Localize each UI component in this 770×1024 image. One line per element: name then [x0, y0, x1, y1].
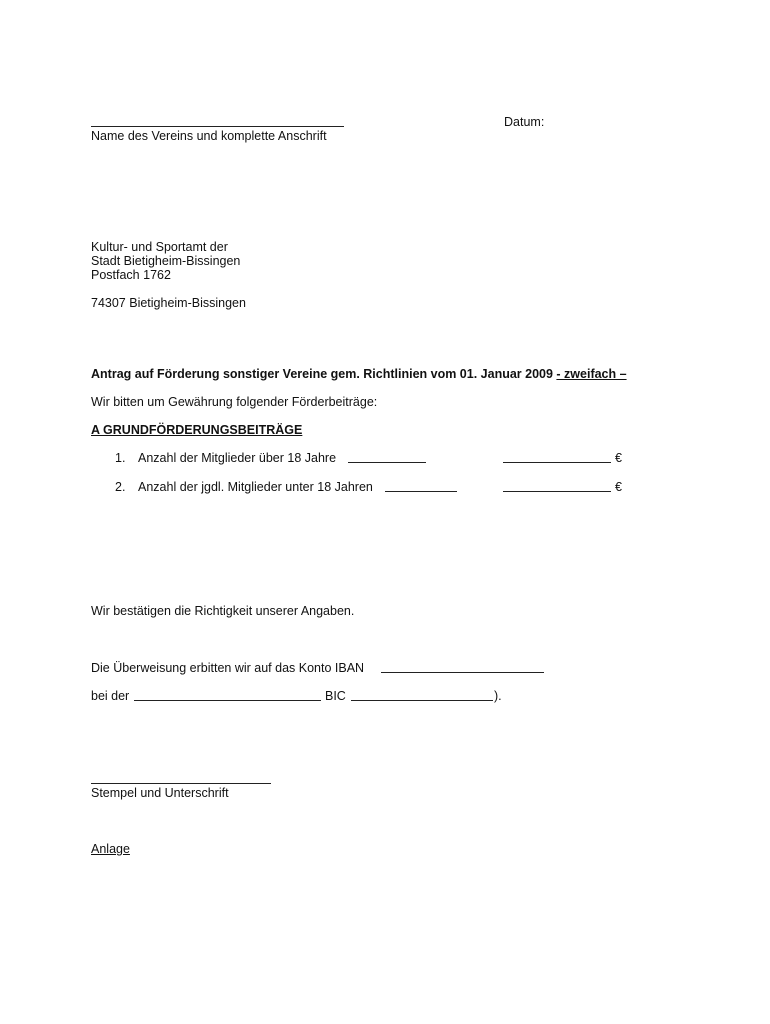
vereins-name-line[interactable]	[91, 126, 344, 127]
recipient-line-1: Kultur- und Sportamt der	[91, 240, 228, 254]
attachment-label: Anlage	[91, 842, 130, 856]
item-2-count-field[interactable]	[385, 491, 457, 492]
intro-text: Wir bitten um Gewährung folgender Förderbeiträge:	[91, 395, 378, 409]
signature-line[interactable]	[91, 783, 271, 784]
item-2-label: Anzahl der jgdl. Mitglieder unter 18 Jahren	[138, 480, 373, 494]
subject-emphasis: - zweifach –	[556, 367, 627, 381]
item-1-amount-field[interactable]	[503, 462, 611, 463]
iban-field[interactable]	[381, 672, 544, 673]
datum-label: Datum:	[504, 115, 545, 129]
signature-label: Stempel und Unterschrift	[91, 786, 229, 800]
item-2-number: 2.	[115, 480, 126, 494]
iban-text: Die Überweisung erbitten wir auf das Konto IBAN	[91, 661, 365, 675]
bic-field[interactable]	[351, 700, 493, 701]
bei-der-label: bei der	[91, 689, 130, 703]
bic-label: BIC	[325, 689, 346, 703]
item-2-currency: €	[615, 480, 622, 494]
recipient-city: 74307 Bietigheim-Bissingen	[91, 296, 246, 310]
item-1-number: 1.	[115, 451, 126, 465]
subject-main: Antrag auf Förderung sonstiger Vereine gem. Richtlinien vom 01. Januar 2009	[91, 367, 557, 381]
item-1-currency: €	[615, 451, 622, 465]
item-1-label: Anzahl der Mitglieder über 18 Jahre	[138, 451, 337, 465]
item-2-amount-field[interactable]	[503, 491, 611, 492]
recipient-line-3: Postfach 1762	[91, 268, 171, 282]
section-a-heading: A GRUNDFÖRDERUNGSBEITRÄGE	[91, 423, 303, 437]
bank-closing: ).	[494, 689, 502, 703]
subject-line	[91, 367, 627, 382]
confirmation-text: Wir bestätigen die Richtigkeit unserer Angaben.	[91, 604, 355, 618]
item-1-count-field[interactable]	[348, 462, 426, 463]
bank-name-field[interactable]	[134, 700, 321, 701]
vereins-name-label: Name des Vereins und komplette Anschrift	[91, 129, 327, 143]
recipient-line-2: Stadt Bietigheim-Bissingen	[91, 254, 241, 268]
